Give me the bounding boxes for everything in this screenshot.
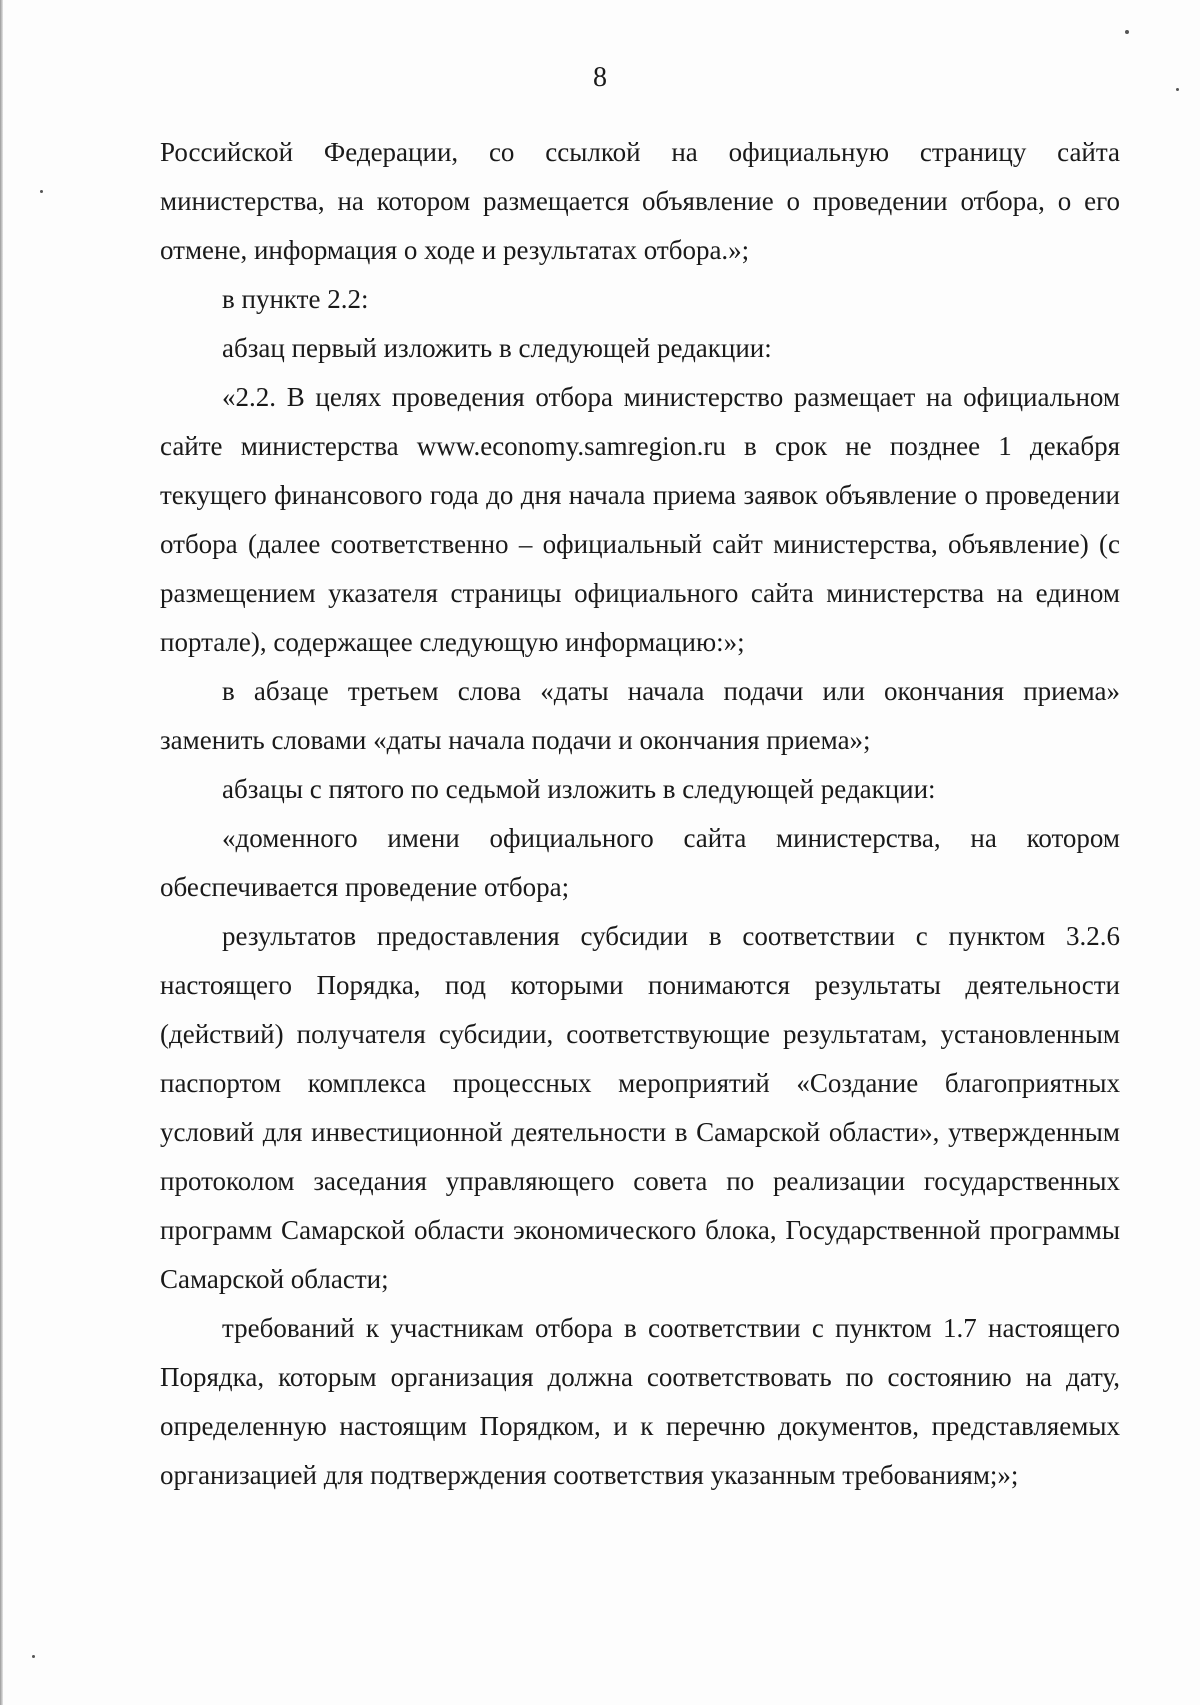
paragraph-8: результатов предоставления субсидии в соответствии с пунктом 3.2.6 настоящего Порядка, под которыми понимаются результаты деятельности (действий) получателя субсидии, соответствующие результатам, установленным паспортом комплекса процессных мероприятий «Создание благоприятных условий для инвестиционной деятельности в Самарской области», утвержденным протоколом заседания управляющего совета по реализации государственных программ Самарской области экономического блока, Государственной программы Самарской области; (160, 921, 1120, 1294)
scan-edge (0, 0, 3, 1705)
page-number: 8 (593, 62, 607, 93)
paragraph-3: абзац первый изложить в следующей редакции: (222, 333, 772, 363)
paragraph-6: абзацы с пятого по седьмой изложить в следующей редакции: (222, 774, 936, 804)
scan-speck (40, 190, 43, 193)
paragraph-4: «2.2. В целях проведения отбора министерство размещает на официальном сайте министерства www.economy.samregion.ru в срок не позднее 1 декабря текущего финансового года до дня начала приема заявок объявление о проведении отбора (далее соответственно – официальный сайт министерства, объявление) (с размещением указателя страницы официального сайта министерства на едином портале), содержащее следующую информацию:»; (160, 382, 1120, 657)
scan-speck (32, 1655, 35, 1658)
paragraph-7: «доменного имени официального сайта министерства, на котором обеспечивается проведение отбора; (160, 823, 1120, 902)
scan-speck (1176, 88, 1179, 91)
paragraph-9: требований к участникам отбора в соответствии с пунктом 1.7 настоящего Порядка, которым организация должна соответствовать по состоянию на дату, определенную настоящим Порядком, и к перечню документов, представляемых организацией для подтверждения соответствия указанным требованиям;»; (160, 1313, 1120, 1490)
paragraph-5: в абзаце третьем слова «даты начала подачи или окончания приема» заменить словами «даты начала подачи и окончания приема»; (160, 676, 1120, 755)
paragraph-2: в пункте 2.2: (222, 284, 369, 314)
scan-speck (1125, 30, 1129, 34)
document-body (160, 128, 1120, 1500)
paragraph-1: Российской Федерации, со ссылкой на официальную страницу сайта министерства, на котором размещается объявление о проведении отбора, о его отмене, информация о ходе и результатах отбора.»; (160, 137, 1120, 265)
